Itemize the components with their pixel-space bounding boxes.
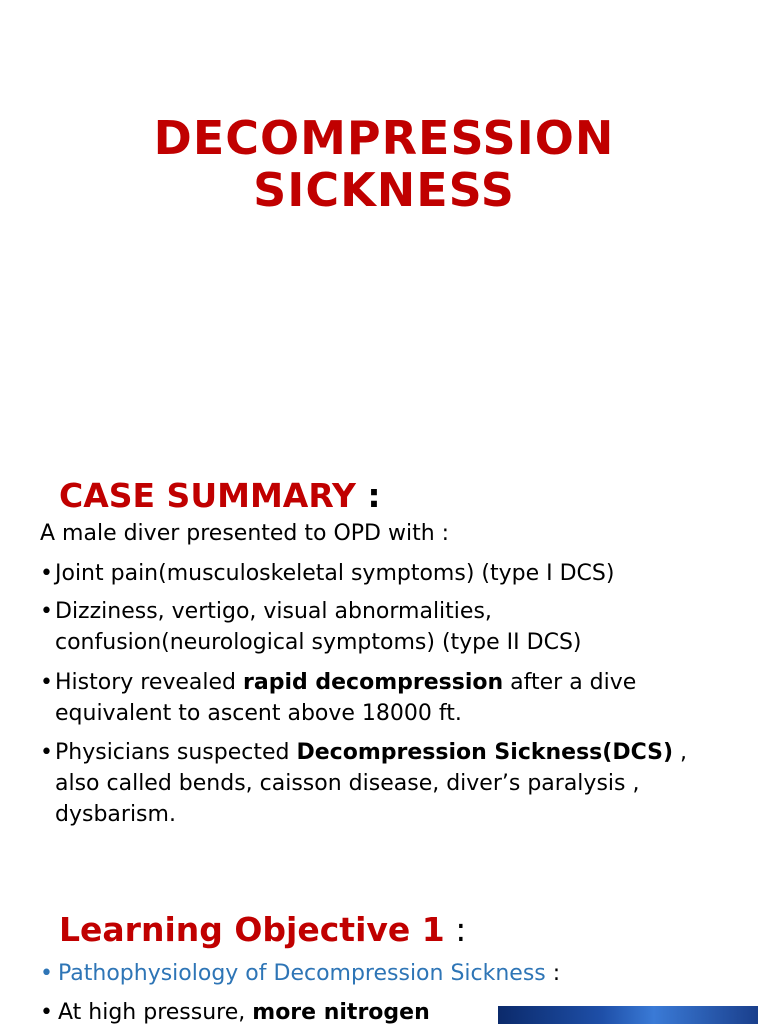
bullet-1-text: Joint pain(musculoskeletal symptoms) (type I DCS) [55,561,615,586]
case-summary-heading [59,476,381,515]
pathophysiology-link[interactable]: Pathophysiology of Decompression Sickness [58,961,546,986]
bullet-4-post: , [673,740,688,765]
bullet-5-bold: more nitrogen [252,1000,430,1025]
bullet-5-pre: At high pressure, [58,1000,253,1025]
bullet-2-line-2: confusion(neurological symptoms) (type II DCS) [55,630,582,655]
bullet-4-bold: Decompression Sickness(DCS) [296,740,674,765]
diagram-image [498,1006,758,1024]
bullet-4-line-1 [55,737,687,768]
case-summary-label: CASE SUMMARY [59,476,356,515]
bullet-1-marker: • [40,561,53,586]
bullet-4-pre: Physicians suspected [55,740,297,765]
bullet-3-marker: • [40,670,53,695]
pathophysiology-colon: : [545,961,561,986]
pathophysiology-line [58,958,560,989]
bullet-5-marker: • [40,1000,53,1025]
title-line-2: SICKNESS [253,163,515,217]
slide-title [0,112,768,216]
bullet-4-line-2: also called bends, caisson disease, diver’s paralysis , [55,771,640,796]
learning-objective-heading [59,910,466,949]
bullet-3-line-2: equivalent to ascent above 18000 ft. [55,701,462,726]
sub-bullet-marker: • [40,961,53,986]
bullet-4-marker: • [40,740,53,765]
bullet-4-line-3: dysbarism. [55,802,176,827]
case-summary-colon: : [355,476,381,515]
learning-objective-colon: : [444,910,467,949]
bullet-3-line-1 [55,667,636,698]
bullet-3-bold: rapid decompression [243,670,504,695]
bullet-2-line-1: Dizziness, vertigo, visual abnormalities, [55,599,492,624]
learning-objective-label: Learning Objective 1 [59,910,445,949]
bullet-3-post: after a dive [503,670,637,695]
bullet-5-line-1 [58,997,430,1028]
case-intro: A male diver presented to OPD with : [40,521,450,546]
title-line-1: DECOMPRESSION [153,111,615,165]
bullet-2-marker: • [40,599,53,624]
bullet-3-pre: History revealed [55,670,243,695]
